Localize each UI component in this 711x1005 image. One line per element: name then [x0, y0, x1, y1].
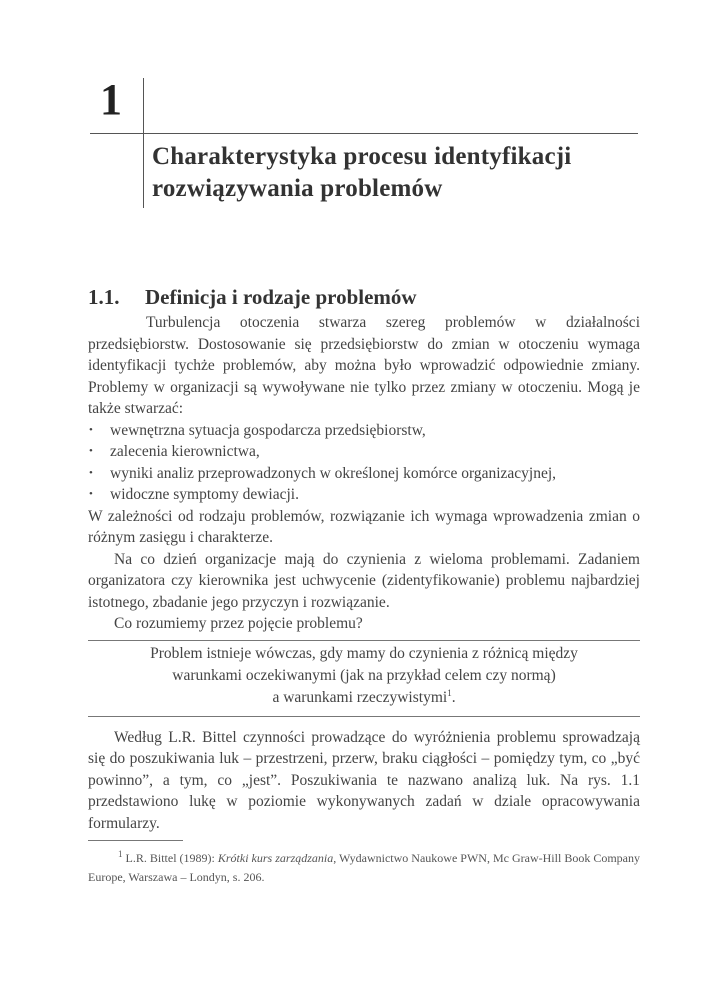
definition-line-3	[88, 687, 640, 709]
list-item-text: wewnętrzna sytuacja gospodarcza przedsiębiorstw,	[110, 421, 426, 439]
definition-line-3-end: .	[451, 688, 456, 706]
paragraph-4: Co rozumiemy przez pojęcie problemu?	[114, 615, 363, 632]
footnote-rule	[88, 840, 183, 841]
definition-box	[88, 640, 640, 717]
chapter-vertical-rule	[143, 78, 144, 208]
chapter-title-line-1: Charakterystyka procesu identyfikacji	[152, 143, 572, 170]
footnote-marker: 1	[118, 849, 123, 859]
body-text	[88, 312, 640, 887]
footnote-rest: , Wydawnictwo Naukowe PWN, Mc Graw-Hill Book Company Europe, Warszawa – Londyn, s. 206.	[88, 851, 640, 884]
definition-line-3-text: a warunkami rzeczywistymi	[272, 688, 448, 706]
footnote	[88, 849, 640, 887]
list-item	[88, 484, 640, 506]
definition-line-2: warunkami oczekiwanymi (jak na przykład celem czy normą)	[172, 666, 556, 684]
section-number: 1.1.	[88, 285, 120, 309]
chapter-horizontal-rule	[90, 133, 638, 134]
chapter-title	[152, 141, 642, 205]
list-item-text: widoczne symptomy dewiacji.	[110, 486, 299, 503]
footnote-reference: 1	[447, 687, 452, 698]
chapter-number: 1	[100, 75, 122, 124]
bullet-list	[88, 420, 640, 506]
list-item-text: zalecenia kierownictwa,	[110, 443, 260, 460]
list-item	[88, 441, 640, 463]
paragraph-1: Turbulencja otoczenia stwarza szereg problemów w działalności przedsiębiorstw. Dostosowanie się przedsiębiorstw do zmian w otoczeniu wymaga identyfikacji tychże problemów, aby można było wprowadzić odpowiednie zmiany. Problemy w organizacji są wywoływane nie tylko przez zmiany w otoczeniu. Mogą je także stwarzać:	[88, 314, 640, 417]
footnote-book-title: Krótki kurs zarządzania	[217, 851, 334, 865]
footnote-prefix: L.R. Bittel (1989):	[125, 851, 218, 865]
paragraph-2: W zależności od rodzaju problemów, rozwiązanie ich wymaga wprowadzenia zmian o różnym zasięgu i charakterze.	[88, 507, 640, 546]
bullet-icon: •	[89, 488, 93, 500]
paragraph-3: Na co dzień organizacje mają do czynienia z wieloma problemami. Zadaniem organizatora czy kierownika jest uchwycenie (zidentyfikowanie) problemu najbardziej istotnego, zbadanie jego przyczyn i rozwiązanie.	[88, 550, 640, 611]
bullet-icon: •	[89, 445, 93, 457]
paragraph-5: Według L.R. Bittel czynności prowadzące do wyróżnienia problemu sprowadzają się do poszukiwania luk – przestrzeni, przerw, braku ciągłości – pomiędzy tym, co „być powinno”, a tym, co „jest”. Poszukiwania te nazwano analizą luk. Na rys. 1.1 przedstawiono lukę w poziomie wykonywanych zadań w dziale opracowywania formularzy.	[88, 728, 640, 832]
definition-line-1: Problem istnieje wówczas, gdy mamy do czynienia z różnicą między	[150, 644, 578, 662]
chapter-title-line-2: rozwiązywania problemów	[152, 175, 443, 202]
list-item	[88, 420, 640, 442]
list-item	[88, 463, 640, 485]
bullet-icon: •	[89, 466, 93, 479]
section-heading	[88, 285, 417, 310]
bullet-icon: •	[89, 423, 93, 436]
section-title: Definicja i rodzaje problemów	[145, 285, 417, 309]
list-item-text: wyniki analiz przeprowadzonych w określonej komórce organizacyjnej,	[110, 464, 557, 482]
